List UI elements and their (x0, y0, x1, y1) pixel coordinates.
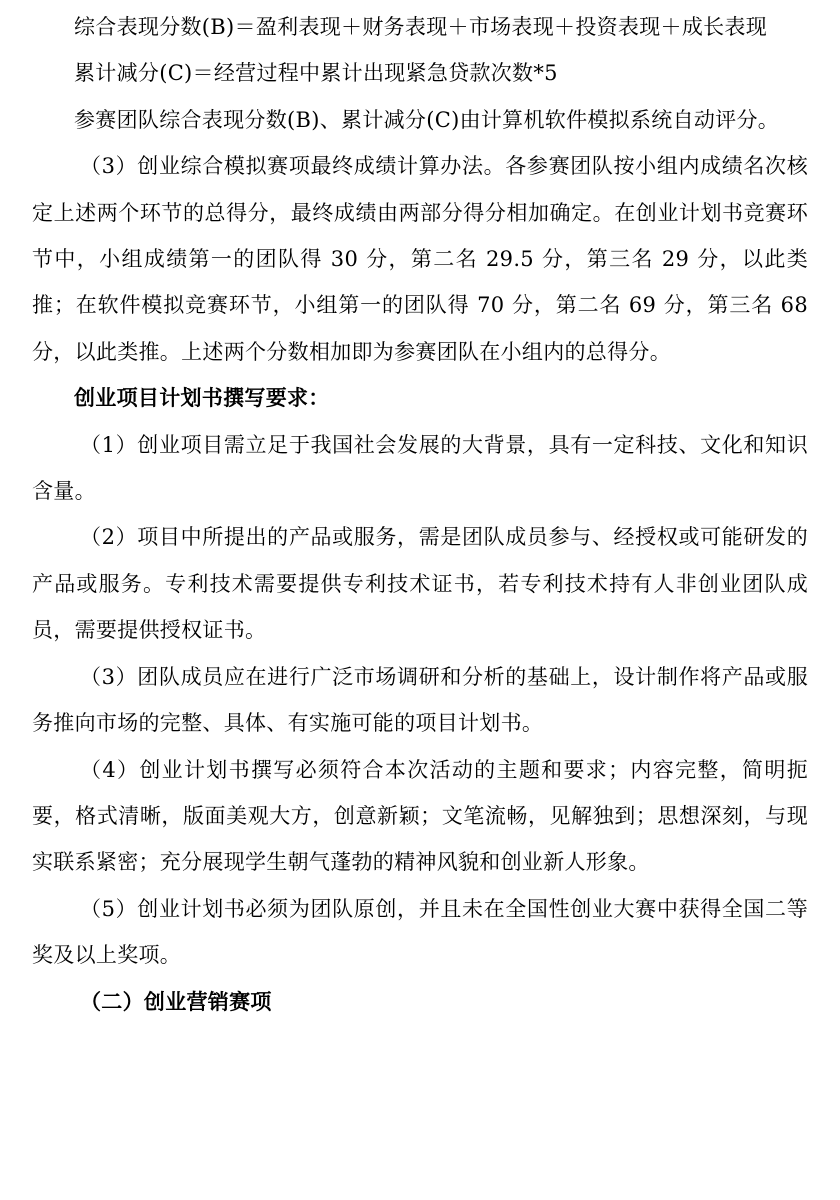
requirement-3-paragraph: （3）团队成员应在进行广泛市场调研和分析的基础上，设计制作将产品或服务推向市场的完整、具体、有实施可能的项目计划书。 (32, 664, 808, 736)
section-2-heading: （二）创业营销赛项 (80, 988, 272, 1014)
final-score-method-paragraph: （3）创业综合模拟赛项最终成绩计算办法。各参赛团队按小组内成绩名次核定上述两个环节的总得分，最终成绩由两部分得分相加确定。在创业计划书竞赛环节中，小组成绩第一的团队得 30 分，第二名 29.5 分，第三名 29 分，以此类推；在软件模拟竞赛环节，小组第一的团队得 70 分，第二名 69 分，第三名 68 分，以此类推。上述两个分数相加即为参赛团队在小组内的总得分。 (32, 154, 808, 364)
requirement-2-paragraph: （2）项目中所提出的产品或服务，需是团队成员参与、经授权或可能研发的产品或服务。专利技术需要提供专利技术证书，若专利技术持有人非创业团队成员，需要提供授权证书。 (32, 525, 808, 643)
requirement-1-paragraph: （1）创业项目需立足于我国社会发展的大背景，具有一定科技、文化和知识含量。 (32, 432, 808, 504)
formula-c-paragraph: 累计减分(C)＝经营过程中累计出现紧急贷款次数*5 (74, 61, 558, 86)
document-page (32, 0, 808, 1025)
auto-score-paragraph: 参赛团队综合表现分数(B)、累计减分(C)由计算机软件模拟系统自动评分。 (74, 107, 780, 132)
requirements-heading: 创业项目计划书撰写要求： (74, 385, 330, 411)
formula-b-paragraph: 综合表现分数(B)＝盈利表现＋财务表现＋市场表现＋投资表现＋成长表现 (74, 15, 768, 39)
requirement-4-paragraph: （4）创业计划书撰写必须符合本次活动的主题和要求；内容完整，简明扼要，格式清晰，版面美观大方，创意新颖；文笔流畅，见解独到；思想深刻，与现实联系紧密；充分展现学生朝气蓬勃的精神风貌和创业新人形象。 (32, 757, 808, 875)
requirement-5-paragraph: （5）创业计划书必须为团队原创，并且未在全国性创业大赛中获得全国二等奖及以上奖项。 (32, 896, 808, 968)
